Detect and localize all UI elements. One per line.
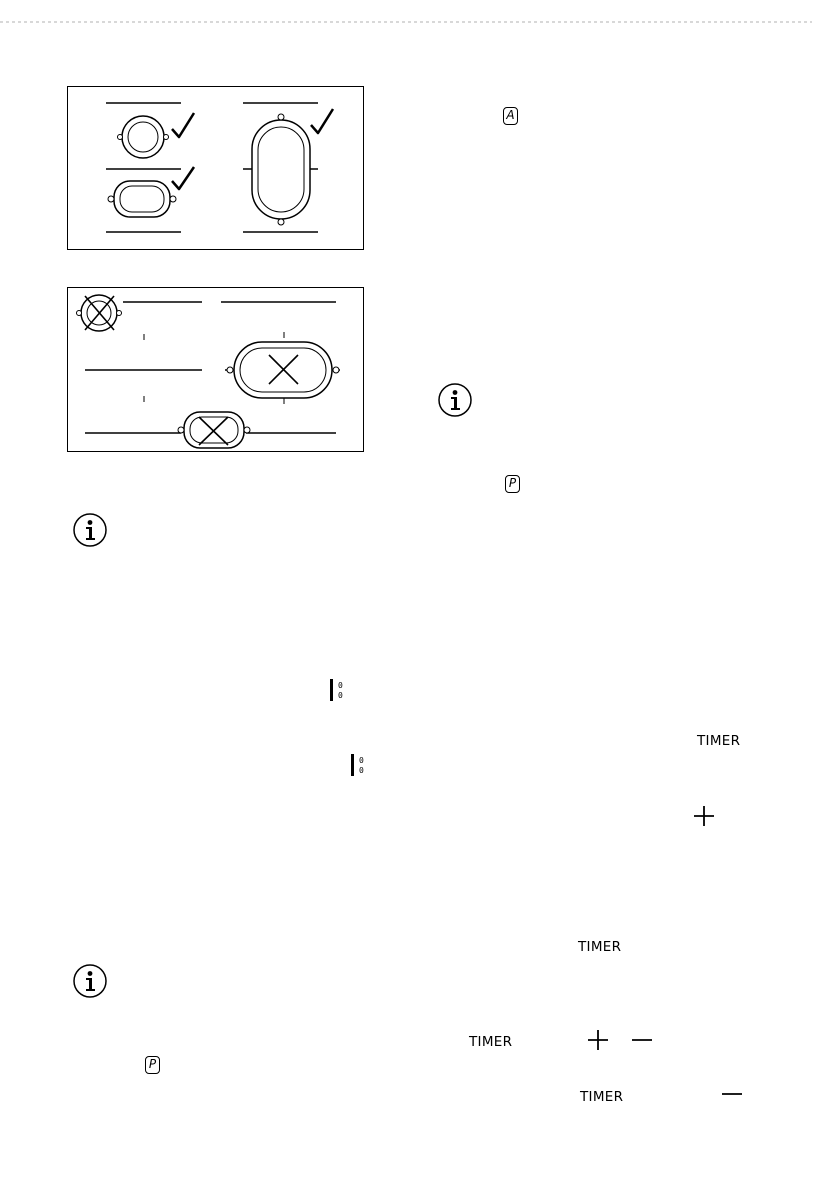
heat-level-symbol <box>330 679 360 703</box>
oval-pot-icon <box>108 181 176 217</box>
timer-label: TIMER <box>697 733 741 749</box>
suitable-cookware-figure <box>67 86 364 250</box>
minus-icon <box>630 1028 654 1052</box>
timer-label: TIMER <box>469 1034 513 1050</box>
level-digit-top: 0 <box>359 756 364 765</box>
check-icon <box>172 113 194 137</box>
small-pot-icon <box>77 295 122 331</box>
info-icon <box>72 512 108 548</box>
timer-label: TIMER <box>580 1089 624 1105</box>
plus-icon <box>692 804 716 828</box>
check-icon <box>311 109 333 133</box>
round-pot-icon <box>118 116 169 158</box>
key-p-symbol: P <box>505 475 520 493</box>
heat-level-symbol <box>351 754 381 778</box>
level-digit-top: 0 <box>338 681 343 690</box>
roaster-pan-icon <box>252 114 310 225</box>
fish-kettle-icon <box>225 342 340 398</box>
cut-line <box>0 0 839 40</box>
level-digit-bottom: 0 <box>338 691 343 700</box>
timer-label: TIMER <box>578 939 622 955</box>
oval-pot-crossed-icon <box>178 412 250 448</box>
minus-icon <box>720 1082 744 1106</box>
info-icon <box>437 382 473 418</box>
key-a-symbol: A <box>503 107 518 125</box>
level-digit-bottom: 0 <box>359 766 364 775</box>
info-icon <box>72 963 108 999</box>
key-p-symbol: P <box>145 1056 160 1074</box>
check-icon <box>172 167 194 189</box>
plus-icon <box>586 1028 610 1052</box>
unsuitable-cookware-figure <box>67 287 364 452</box>
